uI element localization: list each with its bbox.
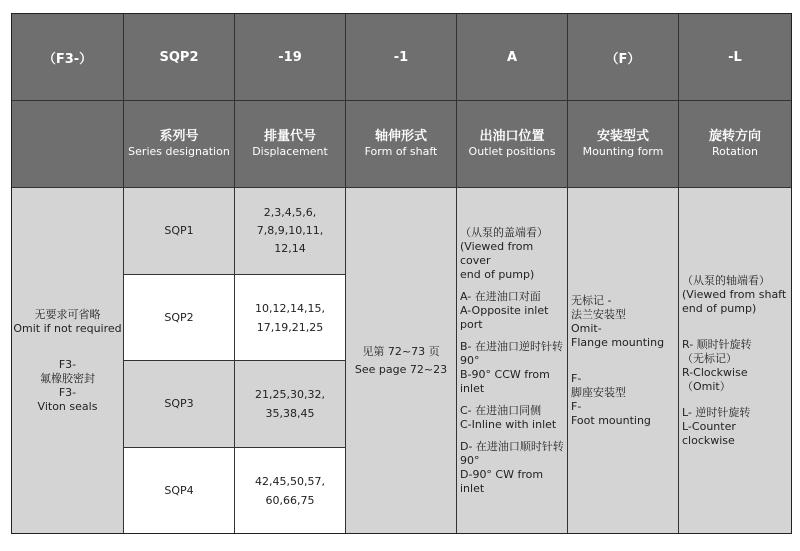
outlet-a-3: port	[460, 317, 483, 331]
mounting-flange-4: Flange mounting	[571, 335, 665, 349]
rotation-r	[682, 338, 752, 394]
header-rotation	[679, 101, 791, 188]
mounting-flange-1: 无标记 -	[571, 293, 612, 307]
rotation-intro-2: (Viewed from shaft	[682, 287, 787, 301]
rotation-intro-3: end of pump)	[682, 301, 757, 315]
shaft-zh: 见第 72~73 页	[362, 344, 440, 358]
outlet-cell	[457, 188, 568, 533]
seals-line-1: 无要求可省略	[34, 307, 101, 321]
outlet-d-2: 90°	[460, 453, 480, 467]
displacement-cell-1	[235, 188, 346, 275]
header-outlet-zh: 出油口位置	[479, 129, 545, 144]
outlet-b-3: B-90° CCW from	[460, 367, 550, 381]
seals-line-3: F3-	[58, 357, 77, 371]
header-displacement	[235, 101, 346, 188]
series-cell-4: SQP4	[124, 448, 235, 533]
displacement-4-line-1: 42,45,50,57,	[255, 474, 325, 488]
mounting-flange	[571, 294, 664, 350]
mounting-cell	[568, 188, 679, 533]
displacement-cell-3	[235, 361, 346, 448]
header-empty	[12, 101, 124, 188]
outlet-intro-3: end of pump)	[460, 267, 535, 281]
seals-line-4: 氟橡胶密封	[40, 371, 95, 385]
outlet-d-3: D-90° CW from	[460, 467, 544, 481]
rotation-r-1: R- 顺时针旋转	[682, 337, 752, 351]
header-rotation-en: Rotation	[711, 145, 758, 158]
shaft-en: See page 72~23	[354, 362, 448, 376]
outlet-d-4: inlet	[460, 481, 485, 495]
header-rotation-zh: 旋转方向	[708, 129, 761, 144]
code-cell-mounting: （F）	[568, 14, 679, 101]
outlet-d	[460, 440, 564, 496]
outlet-intro-1: （从泵的盖端看）	[460, 225, 548, 239]
outlet-b-1: B- 在进油口逆时针转	[460, 339, 564, 353]
rotation-intro	[682, 274, 786, 316]
outlet-a-2: A-Opposite inlet	[460, 303, 549, 317]
displacement-3-line-1: 21,25,30,32,	[255, 388, 325, 401]
mounting-foot-3: F-	[571, 399, 582, 413]
displacement-2-line-1: 10,12,14,15,	[255, 301, 325, 315]
displacement-cell-4	[235, 448, 346, 533]
rotation-r-4: （Omit）	[682, 379, 731, 393]
seals-line-5: F3-	[58, 385, 77, 399]
displacement-4-line-2: 60,66,75	[265, 493, 315, 507]
rotation-l-1: L- 逆时针旋转	[682, 405, 751, 419]
header-outlet-en: Outlet positions	[468, 145, 556, 158]
header-series-zh: 系列号	[159, 129, 199, 144]
seals-line-2: Omit if not required	[13, 321, 122, 335]
header-series-en: Series designation	[128, 145, 230, 158]
mounting-foot-1: F-	[571, 371, 582, 385]
displacement-2-line-2: 17,19,21,25	[256, 320, 324, 334]
outlet-b-2: 90°	[460, 353, 480, 367]
displacement-1-line-1: 2,3,4,5,6,	[263, 206, 317, 219]
code-cell-outlet: A	[457, 14, 568, 101]
mounting-foot-2: 脚座安装型	[571, 385, 626, 399]
displacement-1-line-3: 12,14	[274, 242, 306, 255]
outlet-b-4: inlet	[460, 381, 485, 395]
header-shaft	[346, 101, 457, 188]
outlet-c-2: C-Inline with inlet	[460, 417, 557, 431]
code-cell-rotation: -L	[679, 14, 791, 101]
header-mounting-zh: 安装型式	[596, 129, 649, 144]
rotation-l	[682, 406, 750, 448]
displacement-3-line-2: 35,38,45	[265, 407, 315, 420]
series-cell-1: SQP1	[124, 188, 235, 275]
outlet-intro-2: (Viewed from cover	[460, 239, 534, 267]
header-outlet	[457, 101, 568, 188]
outlet-intro	[460, 226, 567, 282]
code-cell-shaft: -1	[346, 14, 457, 101]
outlet-c-1: C- 在进油口同侧	[460, 403, 542, 417]
header-shaft-en: Form of shaft	[364, 145, 438, 158]
header-mounting-en: Mounting form	[582, 145, 664, 158]
mounting-foot-4: Foot mounting	[571, 413, 651, 427]
header-mounting	[568, 101, 679, 188]
outlet-b	[460, 340, 563, 396]
mounting-foot	[571, 372, 651, 428]
header-shaft-zh: 轴伸形式	[374, 129, 427, 144]
outlet-a	[460, 290, 548, 332]
code-cell-displacement: -19	[235, 14, 346, 101]
series-cell-3: SQP3	[124, 361, 235, 448]
displacement-cell-2	[235, 275, 346, 361]
code-cell-seal: （F3-）	[12, 14, 124, 101]
seals-cell	[12, 188, 124, 533]
rotation-r-3: R-Clockwise	[682, 365, 748, 379]
rotation-cell	[679, 188, 791, 533]
rotation-l-3: clockwise	[682, 433, 735, 447]
shaft-cell	[346, 188, 457, 533]
header-series	[124, 101, 235, 188]
header-displacement-en: Displacement	[252, 145, 328, 158]
rotation-r-2: （无标记）	[682, 351, 737, 365]
rotation-intro-1: （从泵的轴端看）	[682, 273, 770, 287]
code-cell-series: SQP2	[124, 14, 235, 101]
displacement-1-line-2: 7,8,9,10,11,	[256, 224, 324, 237]
header-displacement-zh: 排量代号	[263, 129, 316, 144]
seals-line-6: Viton seals	[37, 399, 98, 413]
outlet-d-1: D- 在进油口顺时针转	[460, 439, 564, 453]
rotation-l-2: L-Counter	[682, 419, 736, 433]
mounting-flange-3: Omit-	[571, 321, 602, 335]
ordering-code-table	[11, 13, 792, 534]
mounting-flange-2: 法兰安装型	[571, 307, 626, 321]
outlet-a-1: A- 在进油口对面	[460, 289, 541, 303]
series-cell-2: SQP2	[124, 275, 235, 361]
outlet-c	[460, 404, 556, 432]
